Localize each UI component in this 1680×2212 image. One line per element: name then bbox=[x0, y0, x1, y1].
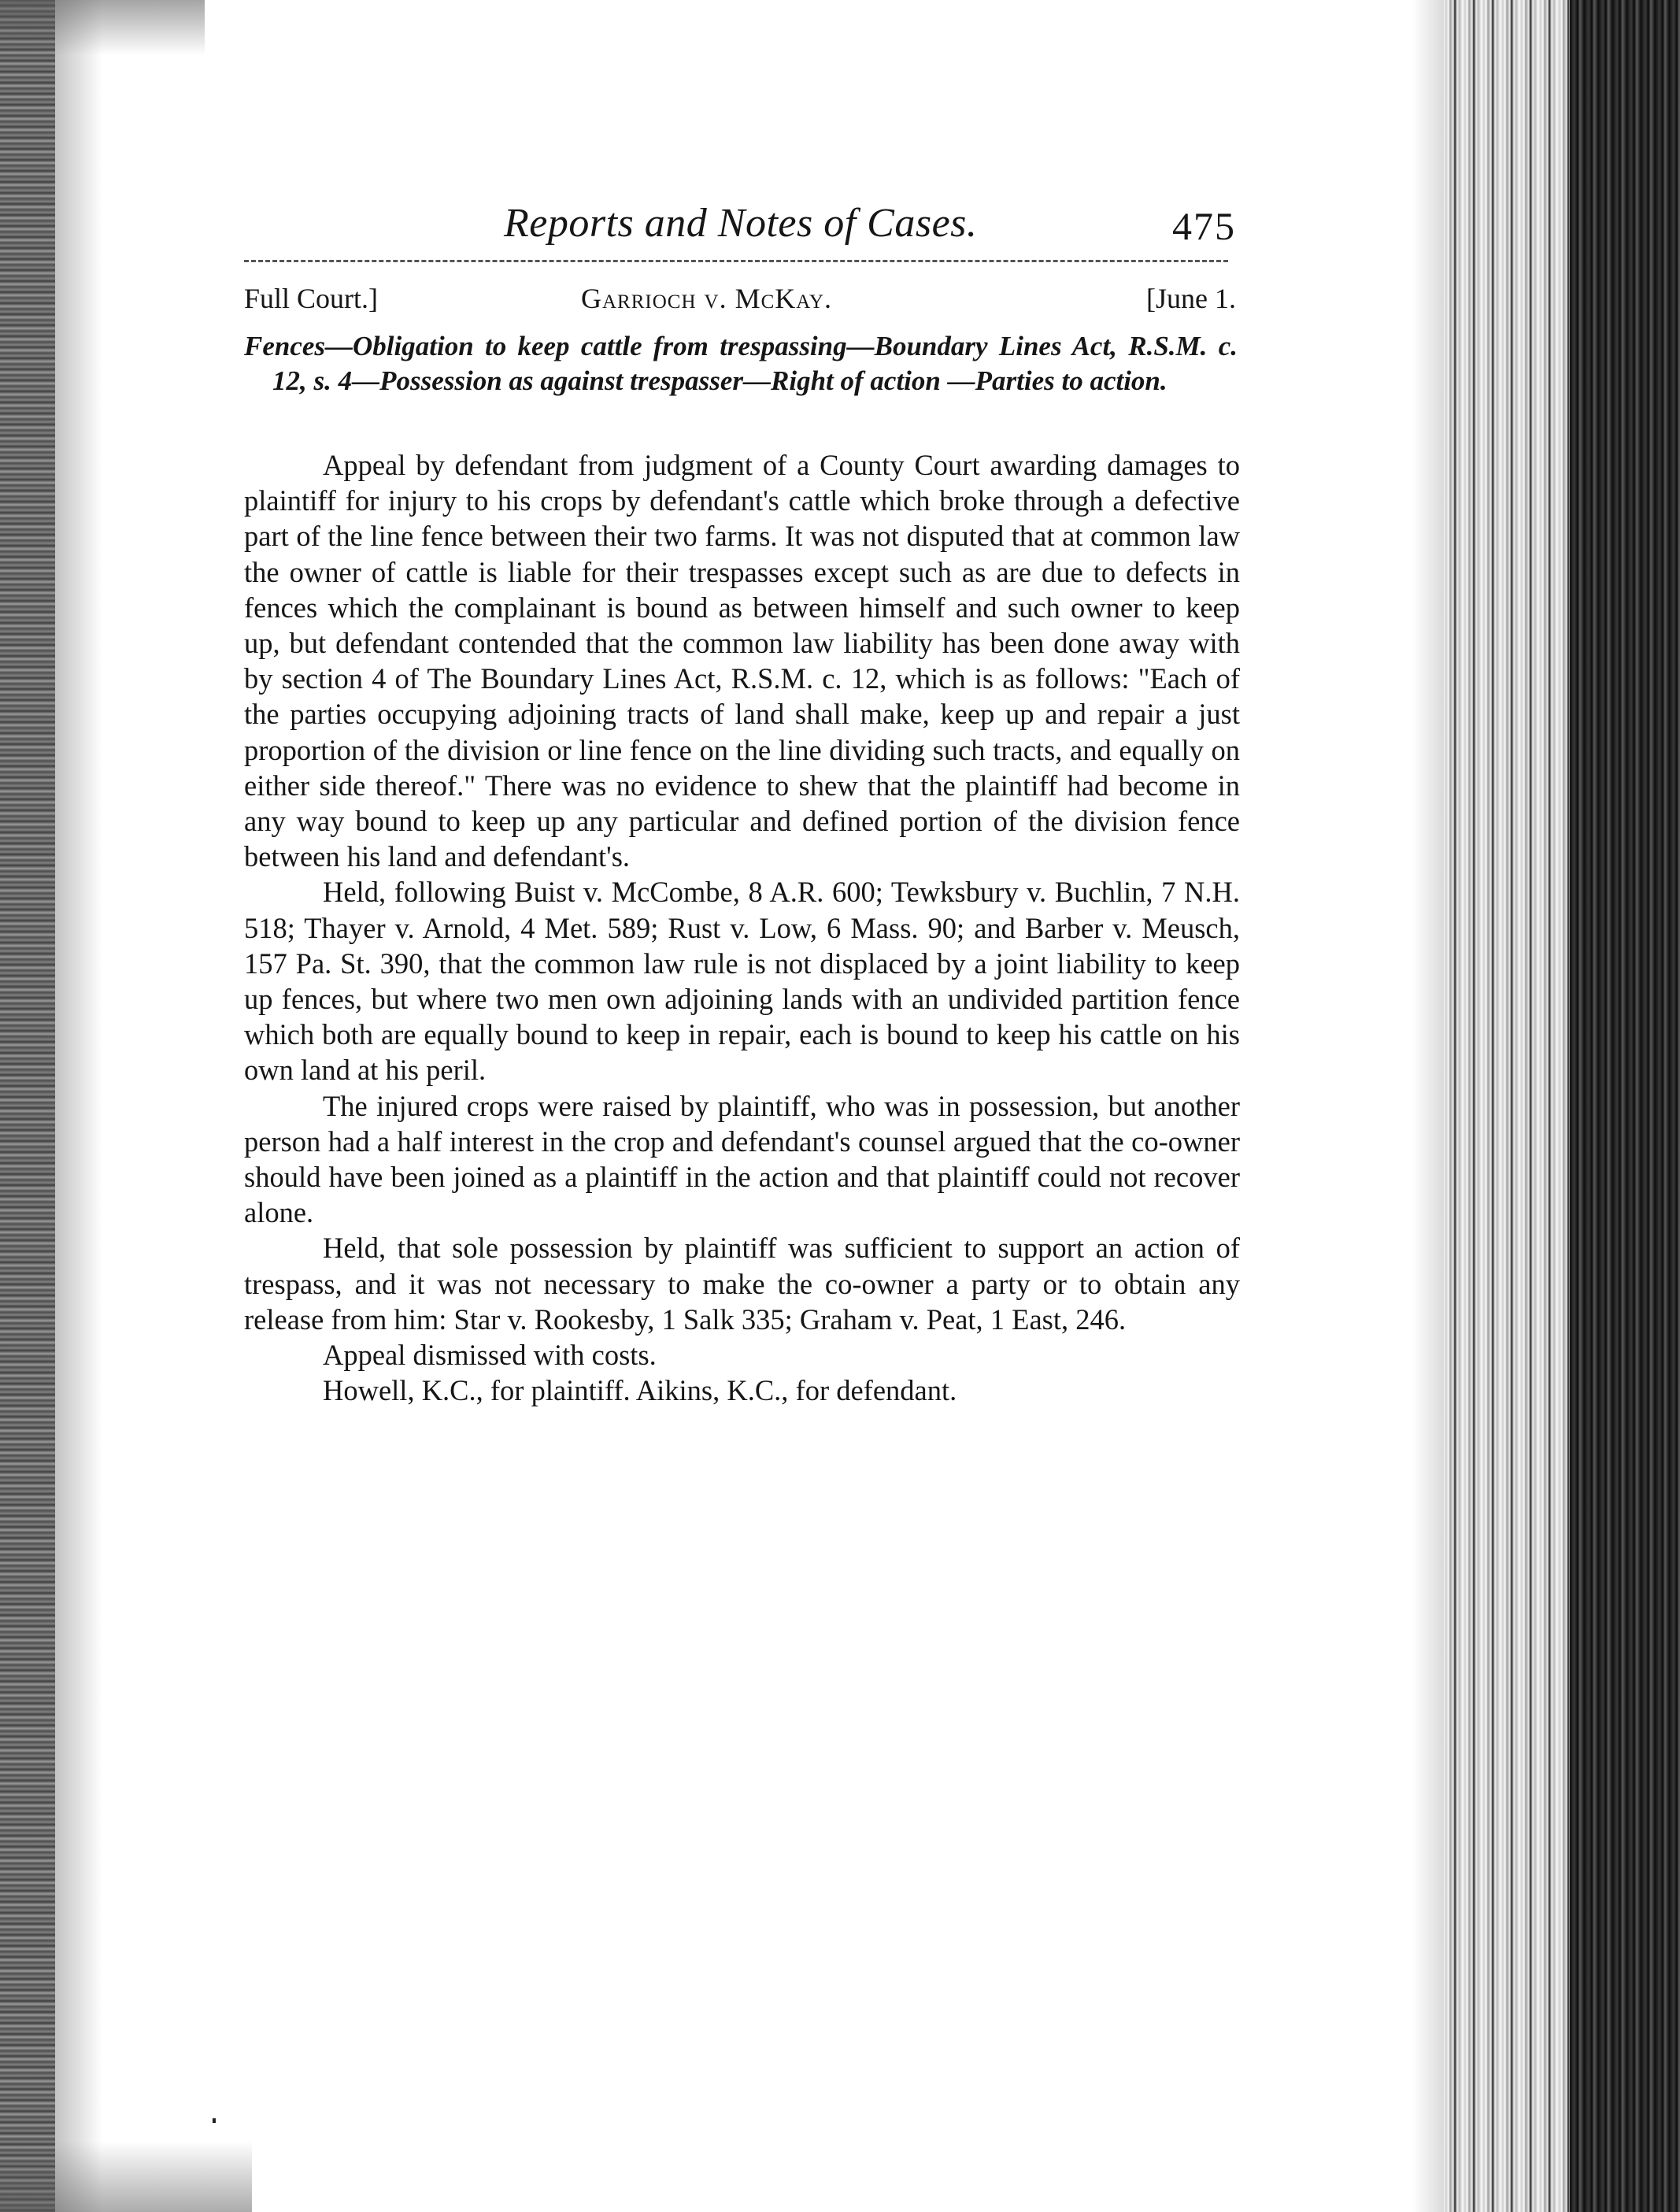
page-number: 475 bbox=[1172, 204, 1236, 248]
headnote-text: Fences—Obligation to keep cattle from trespassing—Boundary Lines Act, R.S.M. c. 12, s. 4—Possession as against trespasser—Right of action —Parties to action. bbox=[244, 331, 1238, 396]
header-rule bbox=[244, 260, 1228, 262]
court-name: Full Court.] bbox=[244, 283, 379, 314]
paragraph-disposition: Appeal dismissed with costs. bbox=[323, 1339, 657, 1372]
scan-edge-right bbox=[1570, 0, 1680, 2212]
case-name: Garrioch v. McKay. bbox=[581, 283, 833, 314]
case-date: [June 1. bbox=[1146, 283, 1236, 314]
paragraph-held-first: Held, following Buist v. McCombe, 8 A.R. 600; Tewksbury v. Buchlin, 7 N.H. 518; Thayer v. Arnold, 4 Met. 589; Rust v. Low, 6 Mass. 90; and Barber v. Meusch, 157 Pa. St. 390, that the common law rule is not displaced by a joint liability to keep up fences, but where two men own adjoining lands with an undivided partition fence which both are equally bound to keep in repair, each is bound to keep his cattle on his own land at his peril. bbox=[244, 876, 1240, 1087]
headnote bbox=[244, 329, 1238, 398]
scan-shadow-right bbox=[1412, 0, 1444, 2212]
case-caption bbox=[244, 282, 1236, 321]
scan-speck bbox=[213, 2118, 216, 2123]
scan-shadow-bottom bbox=[0, 2141, 252, 2212]
paragraph-coowner: The injured crops were raised by plaintiff, who was in possession, but another person had a half interest in the crop and defendant's counsel argued that the co-owner should have been joined as a plaintiff in the action and that plaintiff could not recover alone. bbox=[244, 1089, 1240, 1229]
case-body bbox=[244, 447, 1240, 1408]
page-header bbox=[244, 180, 1236, 258]
scan-edge-left bbox=[0, 0, 55, 2212]
paragraph-held-second: Held, that sole possession by plaintiff was sufficient to support an action of trespass, and it was not necessary to make the co-owner a party or to obtain any release from him: Star v. Rookesby, 1 Salk 335; Graham v. Peat, 1 East, 246. bbox=[244, 1232, 1240, 1336]
scan-shadow-left bbox=[55, 0, 102, 2212]
paragraph-counsel: Howell, K.C., for plaintiff. Aikins, K.C., for defendant. bbox=[323, 1374, 957, 1407]
scan-shadow-top bbox=[0, 0, 205, 55]
running-title: Reports and Notes of Cases. bbox=[504, 201, 978, 246]
paragraph-facts: Appeal by defendant from judgment of a County Court awarding damages to plaintiff for injury to his crops by defendant's cattle which broke through a defective part of the line fence between their two farms. It was not disputed that at common law the owner of cattle is liable for their trespasses except such as are due to defects in fences which the complainant is bound as between himself and such owner to keep up, but defendant contended that the common law liability has been done away with by section 4 of The Boundary Lines Act, R.S.M. c. 12, which is as follows: "Each of the parties occupying adjoining tracts of land shall make, keep up and repair a just proportion of the division or line fence on the line dividing such tracts, and equally on either side thereof." There was no evidence to shew that the plaintiff had become in any way bound to keep up any particular and defined portion of the division fence between his land and defendant's. bbox=[244, 449, 1240, 873]
